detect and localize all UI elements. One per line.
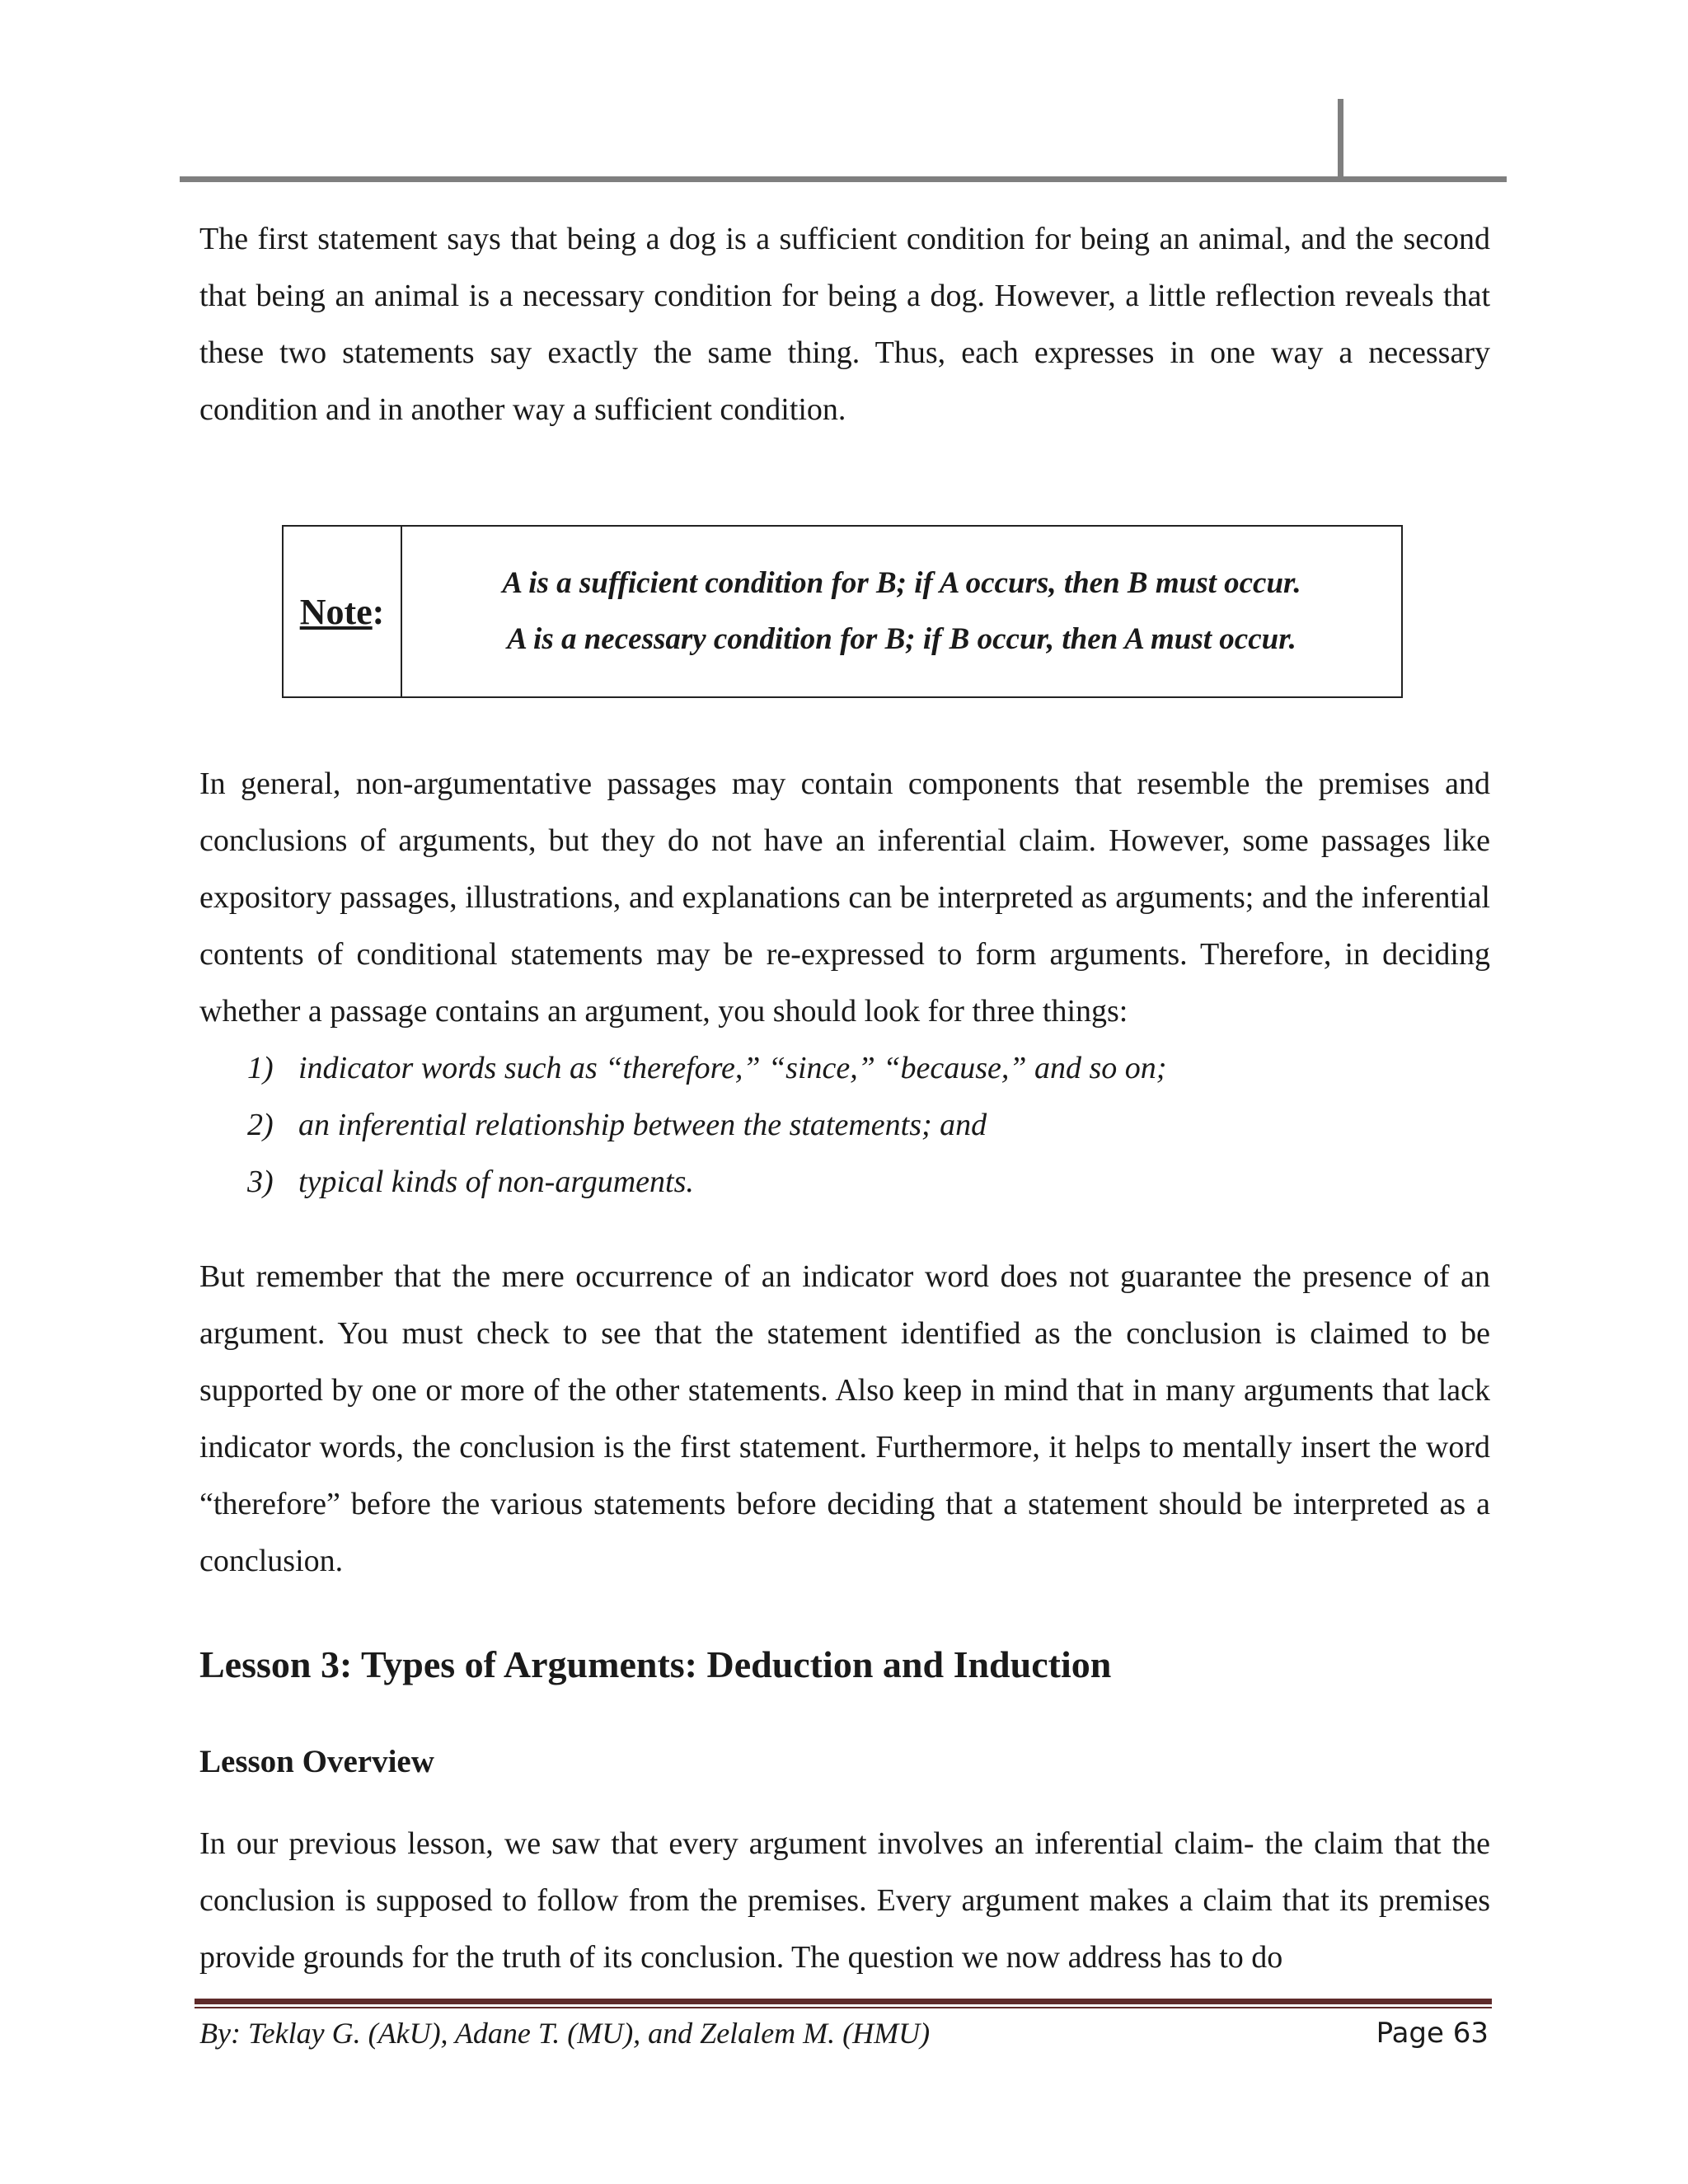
lesson-heading: Lesson 3: Types of Arguments: Deduction and Induction bbox=[199, 1643, 1112, 1685]
note-line-necessary: A is a necessary condition for B; if B occur, then A must occur. bbox=[507, 622, 1296, 656]
list-item-text: an inferential relationship between the statements; and bbox=[298, 1108, 987, 1142]
header-vertical-tick bbox=[1338, 99, 1343, 178]
footer-page-number: Page 63 bbox=[1376, 2017, 1489, 2050]
paragraph-non-argumentative: In general, non-argumentative passages may contain components that resemble the premises and conclusions of arguments, but they do not have an inferential claim. However, some passages like expository passages, illustrations, and explanations can be interpreted as arguments; and the inferential contents of conditional statements may be re-expressed to form arguments. Therefore, in deciding whether a passage contains an argument, you should look for three things: bbox=[199, 766, 1490, 1029]
note-body bbox=[402, 527, 1401, 696]
list-item-number: 2) bbox=[247, 1108, 274, 1142]
list-item bbox=[199, 1154, 1490, 1211]
note-box bbox=[282, 525, 1403, 698]
list-item-text: typical kinds of non-arguments. bbox=[298, 1165, 694, 1199]
list-item bbox=[199, 1040, 1490, 1097]
footer-authors: By: Teklay G. (AkU), Adane T. (MU), and Zelalem M. (HMU) bbox=[199, 2017, 931, 2050]
three-things-list bbox=[199, 1040, 1490, 1211]
list-item bbox=[199, 1097, 1490, 1154]
note-line-sufficient: A is a sufficient condition for B; if A occurs, then B must occur. bbox=[502, 566, 1301, 600]
paragraph-indicator-words: But remember that the mere occurrence of an indicator word does not guarantee the presence of an argument. You must check to see that the statement identified as the conclusion is claimed to be supported by one or more of the other statements. Also keep in mind that in many arguments that lack indicator words, the conclusion is the first statement. Furthermore, it helps to mentally insert the word “therefore” before the various statements before deciding that a statement should be interpreted as a conclusion. bbox=[199, 1259, 1490, 1578]
note-colon: : bbox=[372, 591, 385, 632]
page-body bbox=[199, 211, 1490, 1986]
list-item-number: 3) bbox=[247, 1165, 274, 1199]
footer-rule-thick bbox=[195, 1999, 1492, 2004]
lesson-overview-heading: Lesson Overview bbox=[199, 1744, 434, 1779]
header-rule bbox=[180, 176, 1507, 182]
note-label-cell bbox=[284, 527, 402, 696]
footer-rule-thin bbox=[195, 2007, 1492, 2008]
paragraph-sufficient-necessary: The first statement says that being a dog is a sufficient condition for being an animal, and the second that being an animal is a necessary condition for being a dog. However, a little reflection reveals that these two statements say exactly the same thing. Thus, each expresses in one way a necessary condition and in another way a sufficient condition. bbox=[199, 222, 1490, 427]
list-item-number: 1) bbox=[247, 1051, 274, 1085]
paragraph-lesson-overview: In our previous lesson, we saw that every argument involves an inferential claim- the claim that the conclusion is supposed to follow from the premises. Every argument makes a claim that its premises provide grounds for the truth of its conclusion. The question we now address has to do bbox=[199, 1826, 1490, 1975]
note-label: Note bbox=[299, 591, 373, 632]
list-item-text: indicator words such as “therefore,” “since,” “because,” and so on; bbox=[298, 1051, 1167, 1085]
